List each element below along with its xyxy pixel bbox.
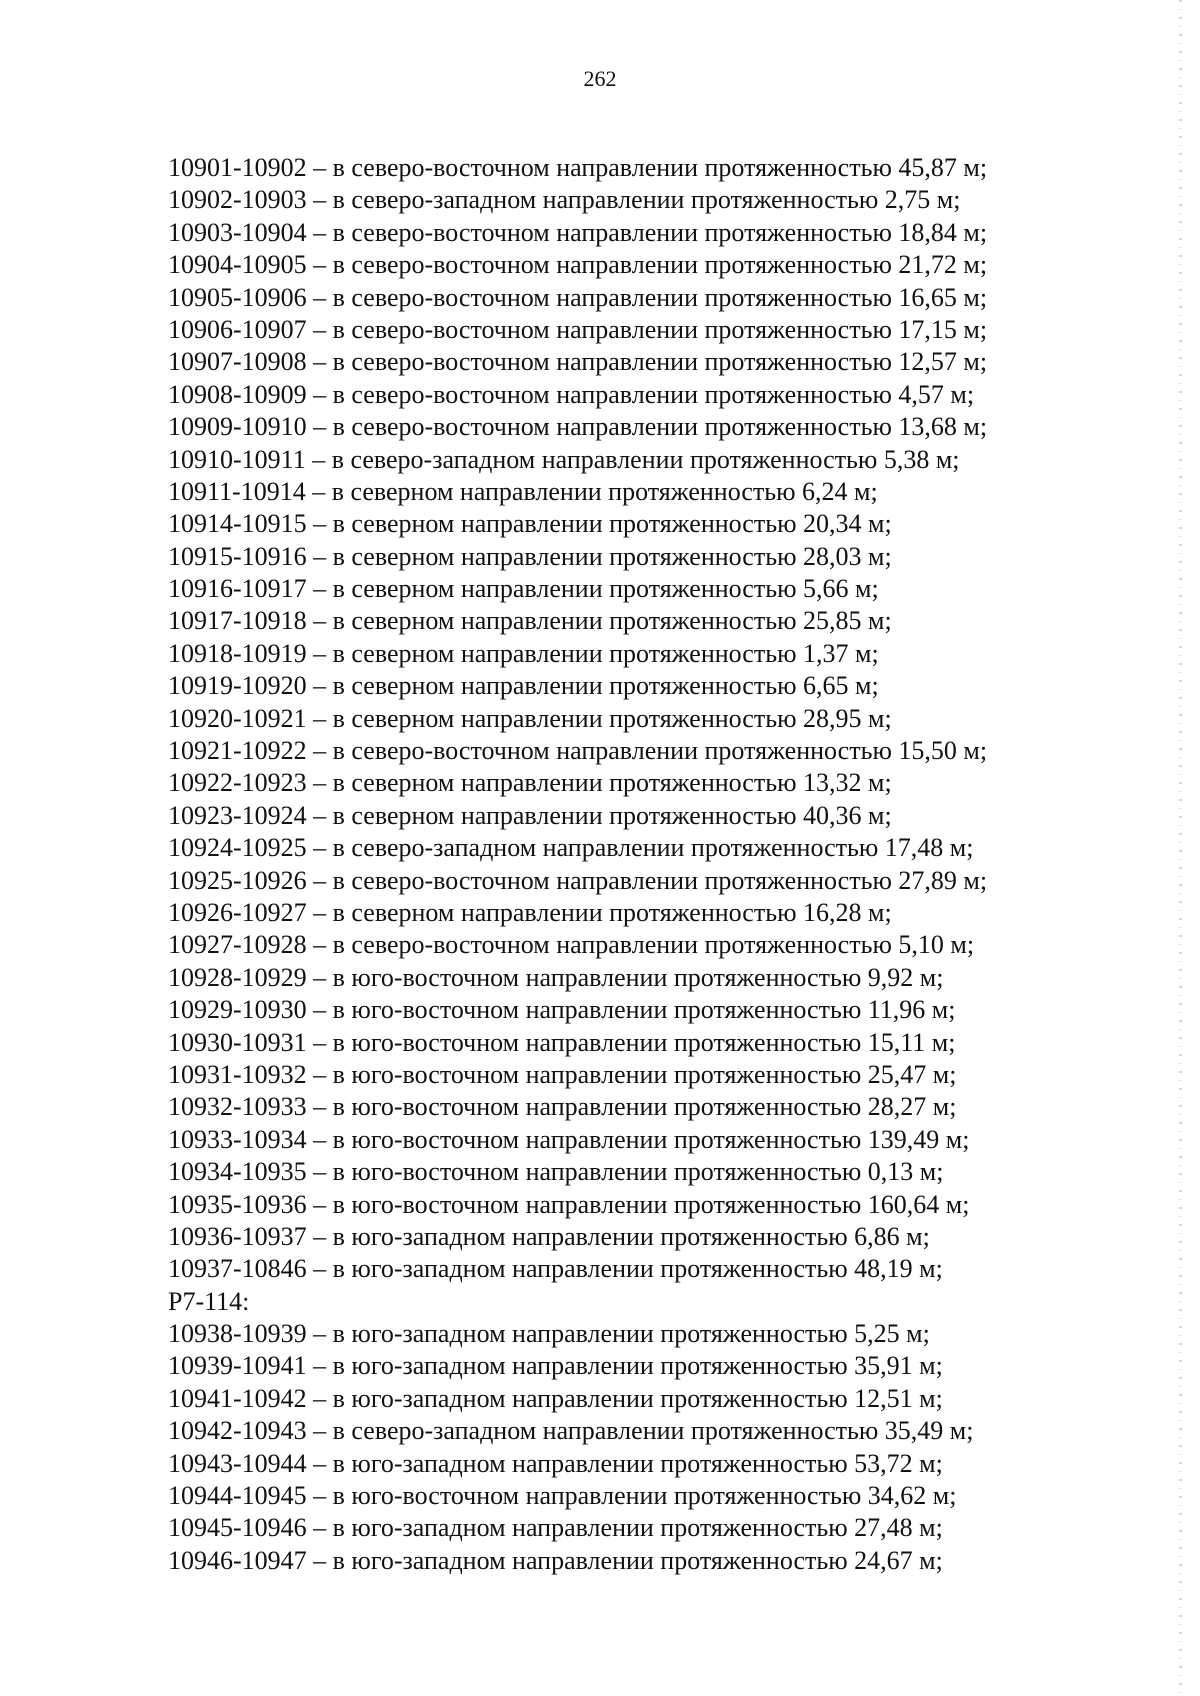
text-line: 10927-10928 – в северо-восточном направлении протяженностью 5,10 м; xyxy=(168,930,975,960)
text-line: 10910-10911 – в северо-западном направлении протяженностью 5,38 м; xyxy=(168,444,960,474)
text-line: 10941-10942 – в юго-западном направлении протяженностью 12,51 м; xyxy=(168,1383,943,1413)
text-line: 10919-10920 – в северном направлении протяженностью 6,65 м; xyxy=(168,671,879,701)
text-line: 10925-10926 – в северо-восточном направлении протяженностью 27,89 м; xyxy=(168,865,988,895)
text-line: 10929-10930 – в юго-восточном направлении протяженностью 11,96 м; xyxy=(168,995,956,1025)
text-line: 10920-10921 – в северном направлении протяженностью 28,95 м; xyxy=(168,703,892,733)
text-line: 10928-10929 – в юго-восточном направлении протяженностью 9,92 м; xyxy=(168,962,944,992)
text-line: 10939-10941 – в юго-западном направлении протяженностью 35,91 м; xyxy=(168,1351,943,1381)
text-line: 10901-10902 – в северо-восточном направлении протяженностью 45,87 м; xyxy=(168,153,988,182)
text-line: 10933-10934 – в юго-восточном направлении протяженностью 139,49 м; xyxy=(168,1124,970,1154)
text-line: 10942-10943 – в северо-западном направлении протяженностью 35,49 м; xyxy=(168,1416,974,1446)
text-line: 10902-10903 – в северо-западном направлении протяженностью 2,75 м; xyxy=(168,185,961,215)
text-line: 10943-10944 – в юго-западном направлении протяженностью 53,72 м; xyxy=(168,1448,943,1478)
text-line: 10935-10936 – в юго-восточном направлении протяженностью 160,64 м; xyxy=(168,1189,970,1219)
text-line: 10924-10925 – в северо-западном направлении протяженностью 17,48 м; xyxy=(168,833,974,863)
text-line: 10903-10904 – в северо-восточном направлении протяженностью 18,84 м; xyxy=(168,217,988,247)
text-line: 10923-10924 – в северном направлении протяженностью 40,36 м; xyxy=(168,800,892,830)
text-line: Р7-114: xyxy=(168,1286,250,1316)
text-line: 10945-10946 – в юго-западном направлении протяженностью 27,48 м; xyxy=(168,1513,943,1543)
text-line: 10909-10910 – в северо-восточном направлении протяженностью 13,68 м; xyxy=(168,412,988,442)
page-number: 262 xyxy=(583,66,617,91)
text-line: 10922-10923 – в северном направлении протяженностью 13,32 м; xyxy=(168,768,892,798)
text-line: 10946-10947 – в юго-западном направлении протяженностью 24,67 м; xyxy=(168,1545,943,1575)
scan-edge-artifact xyxy=(1179,0,1182,1696)
text-line: 10906-10907 – в северо-восточном направлении протяженностью 17,15 м; xyxy=(168,314,988,344)
text-line: 10905-10906 – в северо-восточном направлении протяженностью 16,65 м; xyxy=(168,282,988,312)
text-line: 10915-10916 – в северном направлении протяженностью 28,03 м; xyxy=(168,541,892,571)
text-line: 10907-10908 – в северо-восточном направлении протяженностью 12,57 м; xyxy=(168,347,988,377)
text-line: 10917-10918 – в северном направлении протяженностью 25,85 м; xyxy=(168,606,892,636)
text-line: 10930-10931 – в юго-восточном направлении протяженностью 15,11 м; xyxy=(168,1027,956,1057)
text-line: 10911-10914 – в северном направлении протяженностью 6,24 м; xyxy=(168,476,878,506)
text-line: 10938-10939 – в юго-западном направлении протяженностью 5,25 м; xyxy=(168,1319,930,1349)
text-line: 10926-10927 – в северном направлении протяженностью 16,28 м; xyxy=(168,897,892,927)
text-line: 10921-10922 – в северо-восточном направлении протяженностью 15,50 м; xyxy=(168,736,988,766)
text-line: 10931-10932 – в юго-восточном направлении протяженностью 25,47 м; xyxy=(168,1059,957,1089)
text-line: 10934-10935 – в юго-восточном направлении протяженностью 0,13 м; xyxy=(168,1157,944,1187)
text-line: 10916-10917 – в северном направлении протяженностью 5,66 м; xyxy=(168,574,879,604)
text-line: 10914-10915 – в северном направлении протяженностью 20,34 м; xyxy=(168,509,892,539)
text-line: 10932-10933 – в юго-восточном направлении протяженностью 28,27 м; xyxy=(168,1092,957,1122)
document-body xyxy=(168,152,1118,1577)
text-line: 10904-10905 – в северо-восточном направлении протяженностью 21,72 м; xyxy=(168,250,988,280)
text-line: 10908-10909 – в северо-восточном направлении протяженностью 4,57 м; xyxy=(168,379,975,409)
text-line: 10944-10945 – в юго-восточном направлении протяженностью 34,62 м; xyxy=(168,1481,957,1511)
text-line: 10918-10919 – в северном направлении протяженностью 1,37 м; xyxy=(168,638,879,668)
text-line: 10936-10937 – в юго-западном направлении протяженностью 6,86 м; xyxy=(168,1221,930,1251)
text-line: 10937-10846 – в юго-западном направлении протяженностью 48,19 м; xyxy=(168,1254,943,1284)
